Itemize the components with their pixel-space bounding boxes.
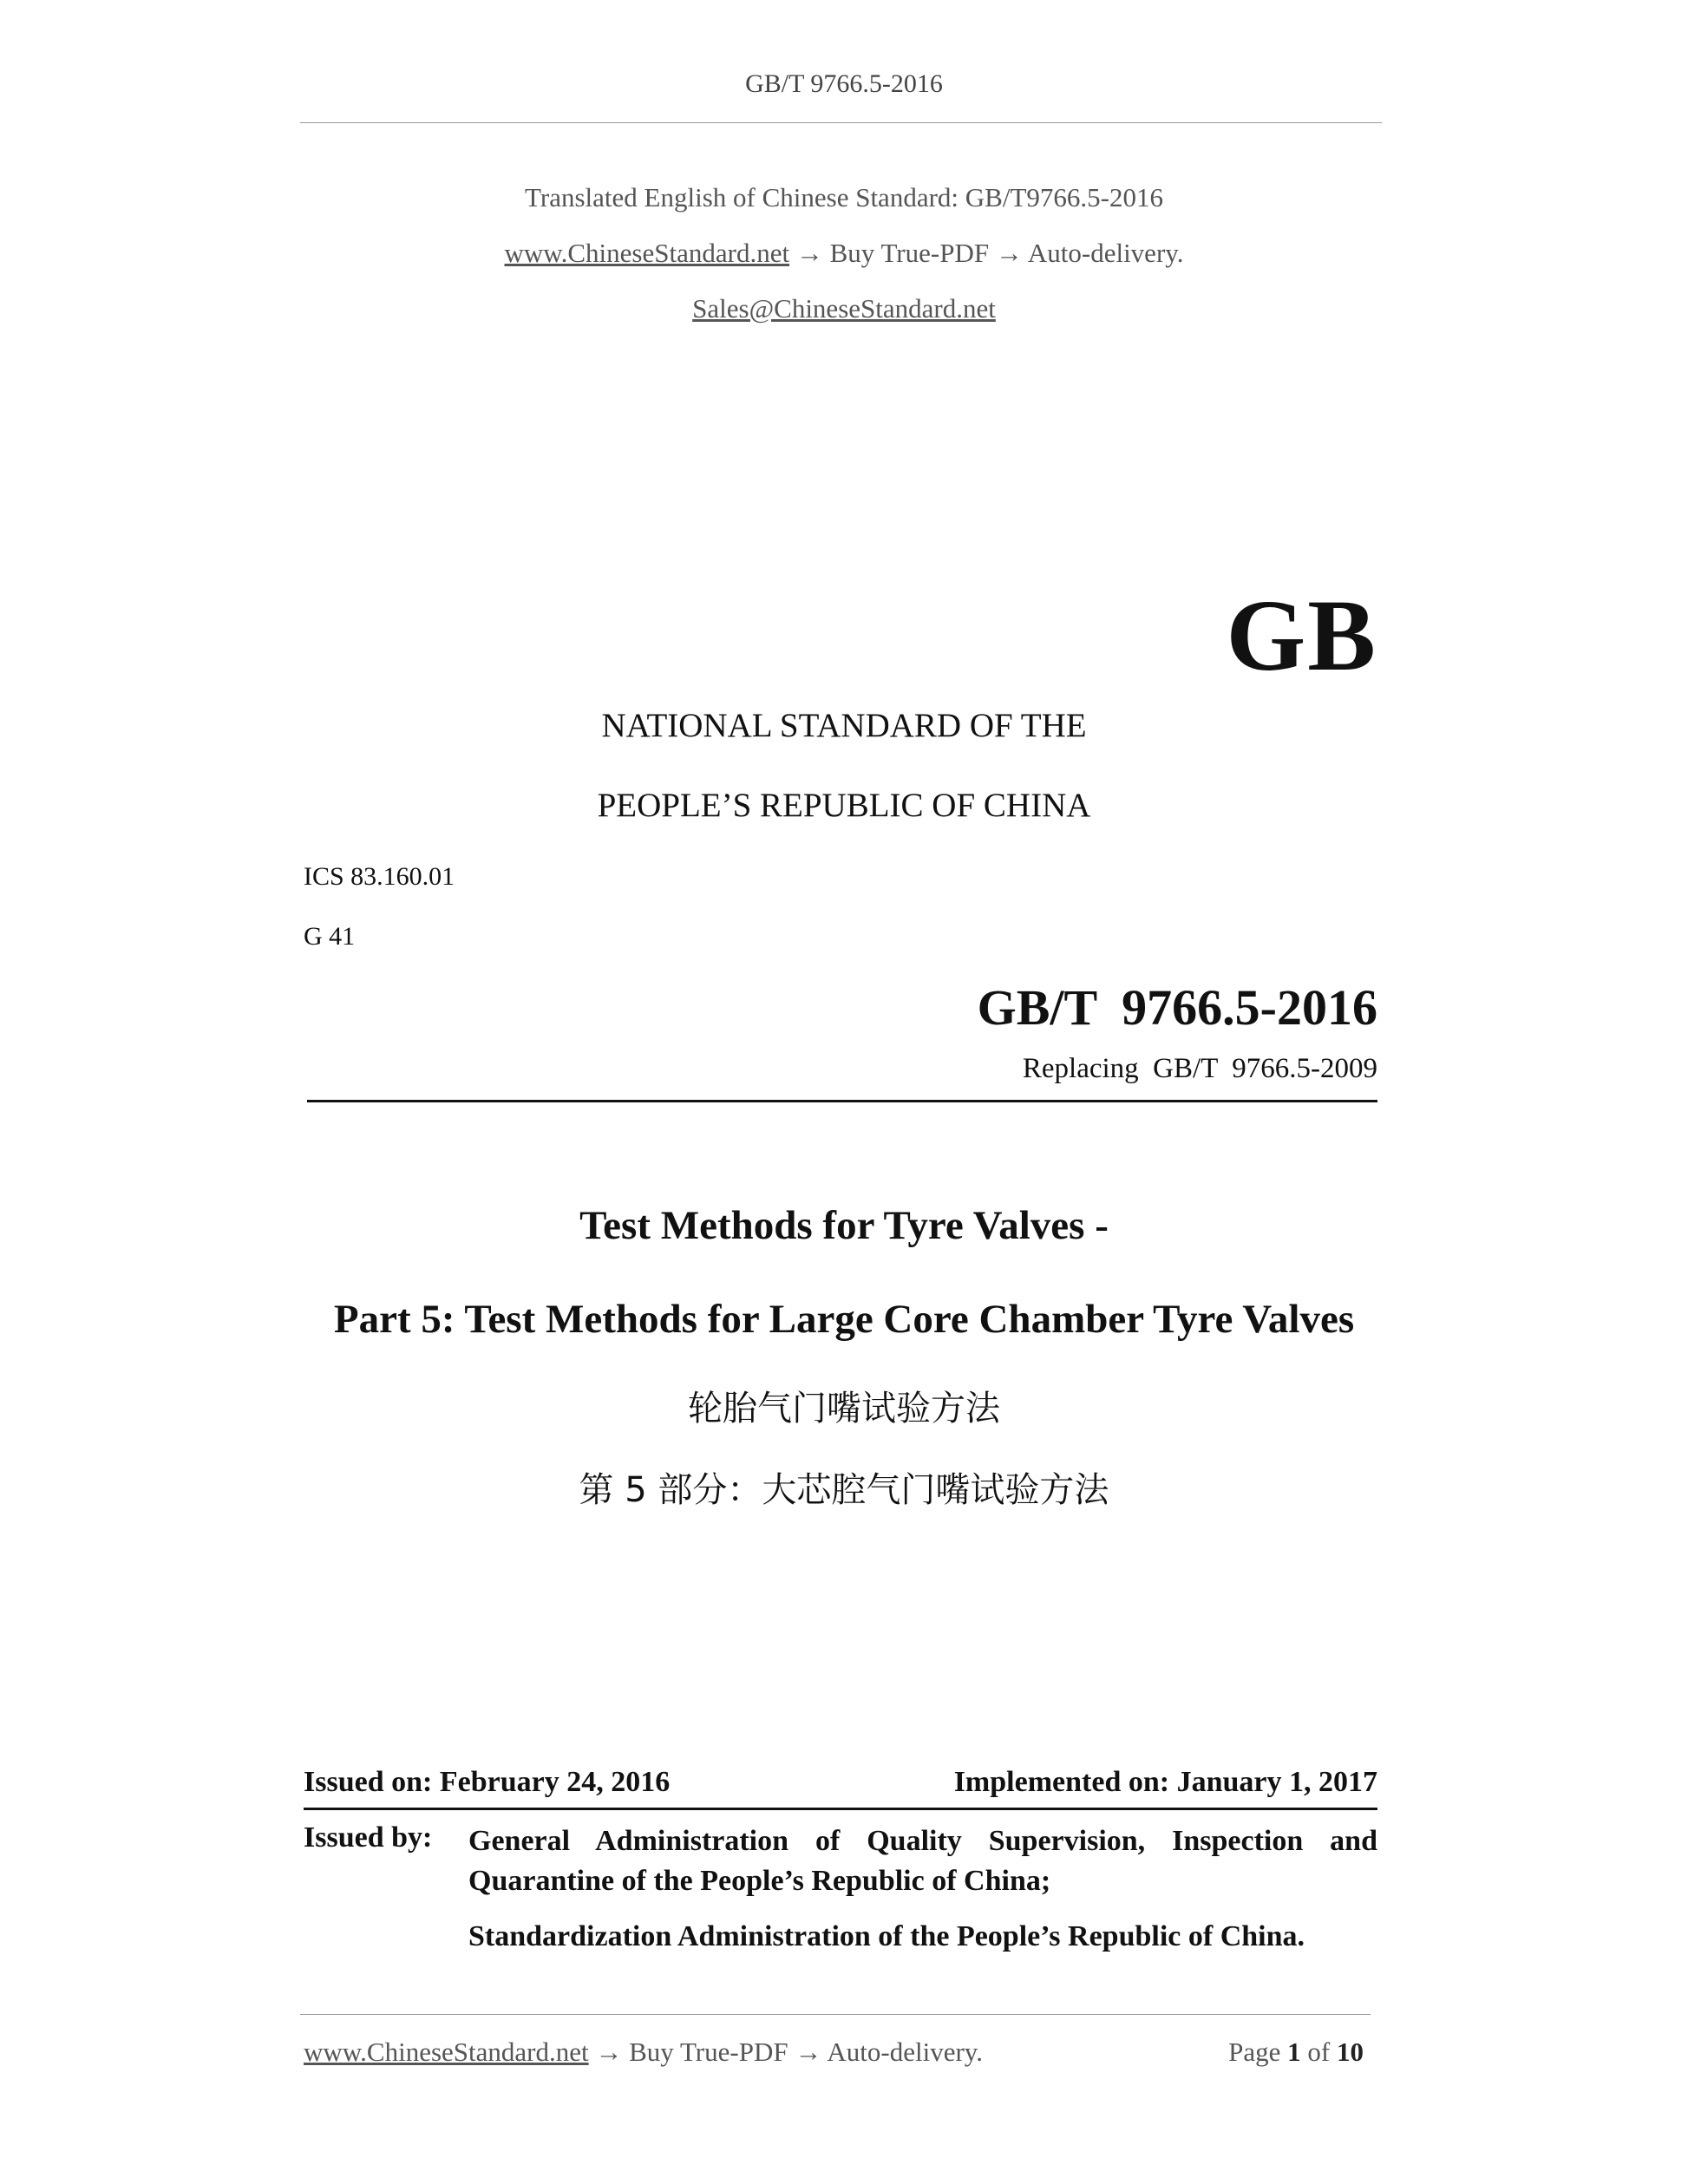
standard-number: GB/T 9766.5-2016 [977,979,1377,1036]
email-link[interactable]: Sales@ChineseStandard.net [692,293,996,324]
replacing-note: Replacing GB/T 9766.5-2009 [1022,1053,1377,1084]
page-current: 1 [1287,2037,1301,2067]
promo-block [0,170,1688,337]
buy-text: Buy True-PDF [829,238,990,268]
footer-site-link[interactable]: www.ChineseStandard.net [304,2037,589,2067]
footer-delivery-text: Auto-delivery. [827,2037,984,2067]
arrow-icon: → [795,238,823,268]
dates-divider [304,1808,1377,1810]
delivery-text: Auto-delivery. [1027,238,1184,268]
site-link[interactable]: www.ChineseStandard.net [504,238,790,268]
footer-buy-text: Buy True-PDF [629,2037,788,2067]
promo-purchase-line [0,226,1688,281]
running-header: GB/T 9766.5-2016 [745,69,943,98]
issued-on-date: Issued on: February 24, 2016 [304,1766,671,1798]
footer-promo [304,2037,983,2068]
header-divider [300,122,1382,123]
arrow-icon: → [795,2037,822,2067]
page-label: Page [1228,2037,1281,2067]
implemented-on-date: Implemented on: January 1, 2017 [953,1766,1377,1798]
footer-divider [300,2014,1371,2015]
issuer-1: General Administration of Quality Supervision, Inspection and Quarantine of the People’s Republic of China; [468,1825,1377,1897]
page-indicator [1228,2037,1364,2068]
gb-logo-mark: GB [1226,579,1377,692]
issuer-2: Standardization Administration of the People’s Republic of China. [468,1920,1305,1952]
page-total: 10 [1337,2037,1364,2067]
chinese-title-line2: 第 5 部分：大芯腔气门嘴试验方法 [579,1470,1109,1510]
national-standard-line1: NATIONAL STANDARD OF THE [601,707,1087,744]
ccs-code: G 41 [304,922,356,951]
english-title-line1: Test Methods for Tyre Valves - [579,1203,1109,1248]
title-divider [307,1100,1377,1102]
page-of: of [1307,2037,1331,2067]
english-title-line2: Part 5: Test Methods for Large Core Chamber Tyre Valves [333,1297,1355,1342]
translation-note: Translated English of Chinese Standard: GB/T9766.5-2016 [525,182,1163,213]
ics-code: ICS 83.160.01 [304,862,455,891]
arrow-icon: → [995,238,1023,268]
issued-by-label: Issued by: [304,1821,433,1854]
national-standard-line2: PEOPLE’S REPUBLIC OF CHINA [597,787,1091,824]
arrow-icon: → [595,2037,623,2067]
chinese-title-line1: 轮胎气门嘴试验方法 [688,1389,1000,1429]
promo-email-line [0,281,1688,337]
